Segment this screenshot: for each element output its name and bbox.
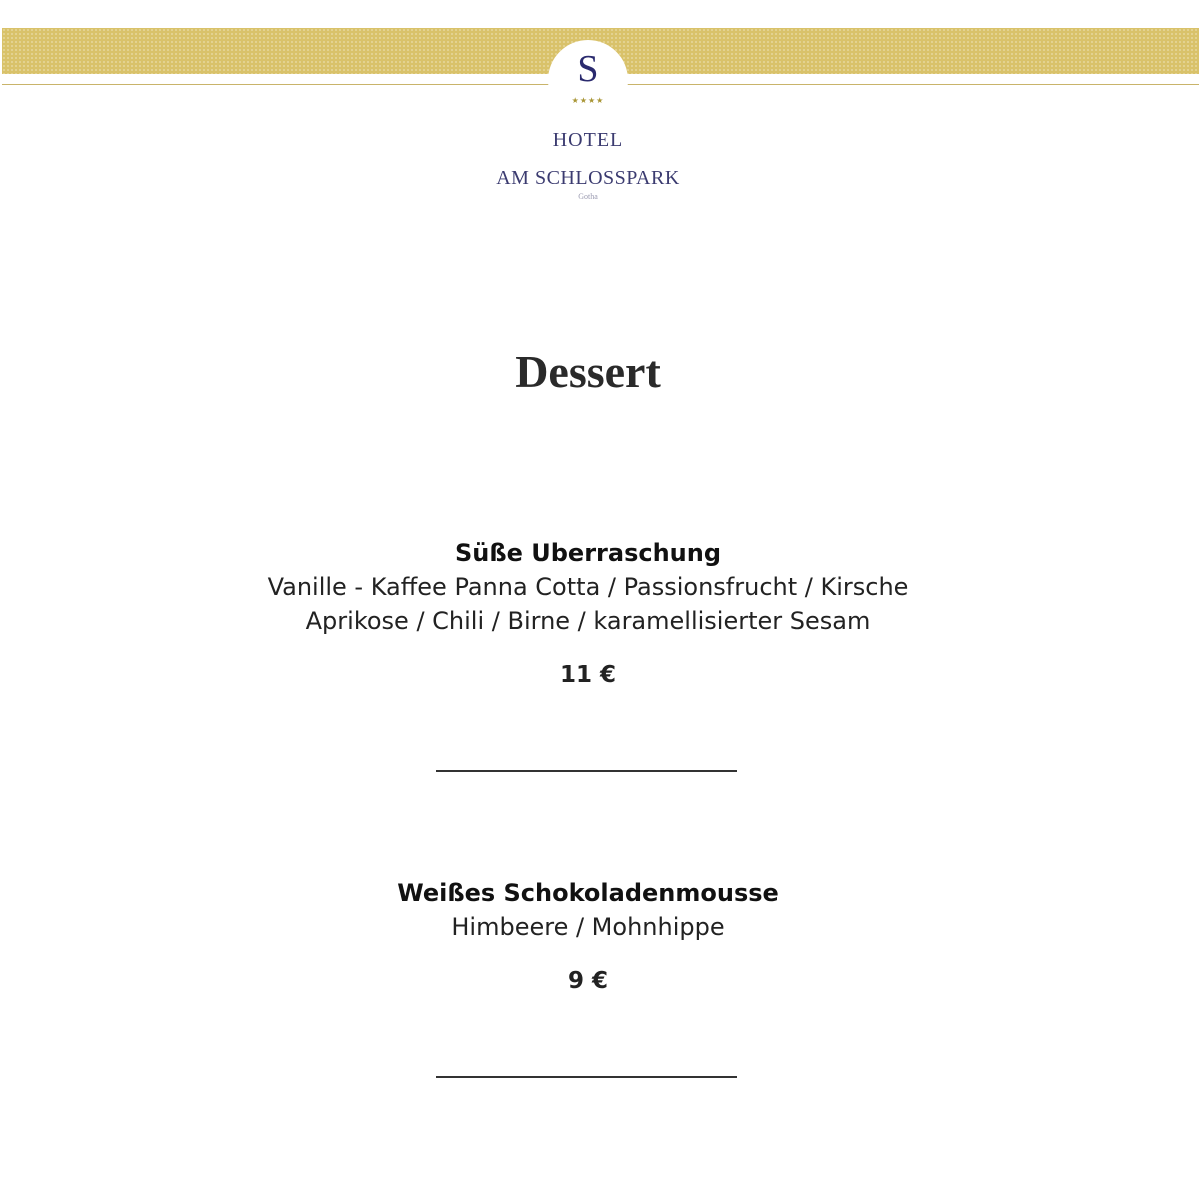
hotel-star-rating: ★★★★ [571, 96, 605, 105]
menu-item-price: 9 € [567, 968, 608, 994]
brand-line-name: AM SCHLOSSPARK [496, 167, 680, 189]
menu-item-description: Himbeere / Mohnhippe [451, 913, 725, 941]
menu-item-description: Vanille - Kaffee Panna Cotta / Passionsfrucht / Kirsche [267, 573, 909, 601]
section-divider [436, 1076, 737, 1078]
page-title: Dessert [515, 346, 661, 397]
menu-item-name: Weißes Schokoladenmousse [397, 879, 779, 907]
brand-line-city: Gotha [578, 192, 598, 201]
menu-item [0, 536, 1176, 690]
menu-item-name: Süße Uberraschung [454, 539, 722, 567]
menu-item-description: Aprikose / Chili / Birne / karamellisierter Sesam [305, 607, 871, 635]
brand-line-hotel: HOTEL [552, 129, 624, 151]
section-divider [436, 770, 737, 772]
menu-item-price: 11 € [559, 662, 617, 688]
hotel-logo-letter: S [577, 48, 599, 90]
menu-item [0, 876, 1176, 996]
